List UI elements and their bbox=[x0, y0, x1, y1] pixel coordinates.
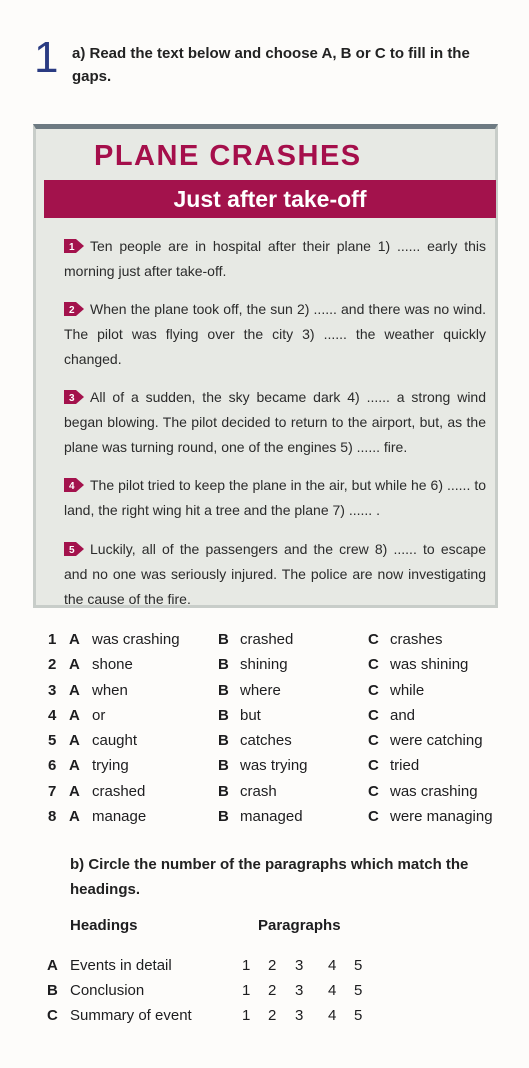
paragraph-3: 3 All of a sudden, the sky became dark 4) ...... a strong wind began blowing. The pilot decided to return to the airport, but, as the plane was turning round, one of the engines 5) ...... fire. bbox=[64, 389, 486, 455]
headings-column-title: Headings bbox=[70, 917, 138, 934]
paragraph-number[interactable]: 3 bbox=[295, 1007, 304, 1024]
paragraph-number[interactable]: 2 bbox=[268, 982, 277, 999]
paragraph-number[interactable]: 5 bbox=[354, 982, 363, 999]
paragraph-arrow-icon bbox=[64, 302, 84, 316]
option-b[interactable]: where bbox=[240, 681, 281, 699]
svg-text:2: 2 bbox=[69, 305, 75, 316]
option-b[interactable]: crash bbox=[240, 782, 277, 800]
option-a[interactable]: or bbox=[92, 706, 106, 724]
option-b[interactable]: was trying bbox=[240, 757, 308, 775]
option-row: 6 A trying B was trying C tried bbox=[48, 757, 420, 775]
article-box bbox=[33, 124, 498, 608]
article-title: PLANE CRASHES bbox=[94, 140, 362, 172]
heading-row: C Summary of event 1 2 3 4 5 bbox=[47, 1007, 363, 1024]
options-list bbox=[48, 629, 518, 831]
paragraph-number[interactable]: 3 bbox=[295, 982, 304, 999]
paragraph-number[interactable]: 4 bbox=[328, 982, 337, 999]
paragraph-number[interactable]: 1 bbox=[242, 1007, 251, 1024]
heading-row: A Events in detail 1 2 3 4 5 bbox=[47, 957, 363, 974]
option-b[interactable]: crashed bbox=[240, 631, 294, 648]
instruction-b: b) Circle the number of the paragraphs which match the headings. bbox=[70, 856, 469, 898]
option-c[interactable]: was crashing bbox=[390, 782, 478, 800]
paragraph-number[interactable]: 4 bbox=[328, 957, 337, 974]
paragraph-number[interactable]: 2 bbox=[268, 957, 277, 974]
paragraph-1: 1 Ten people are in hospital after their plane 1) ...... early this morning just after take-off. bbox=[64, 238, 486, 279]
paragraph-2: 2 When the plane took off, the sun 2) ...... and there was no wind. The pilot was flying over the city 3) ...... the weather quickly changed. bbox=[64, 301, 486, 367]
option-c[interactable]: and bbox=[390, 706, 416, 724]
article-subtitle: Just after take-off bbox=[44, 180, 496, 218]
option-row: 3 A when B where C while bbox=[48, 681, 425, 699]
option-row: 7 A crashed B crash C was crashing bbox=[48, 782, 478, 800]
option-a[interactable]: trying bbox=[92, 757, 129, 775]
svg-text:5: 5 bbox=[69, 545, 75, 556]
paragraph-number[interactable]: 1 bbox=[242, 957, 251, 974]
option-c[interactable]: tried bbox=[390, 757, 420, 775]
paragraph-arrow-icon bbox=[64, 478, 84, 492]
paragraph-arrow-icon bbox=[64, 542, 84, 556]
option-a[interactable]: manage bbox=[92, 808, 147, 826]
option-c[interactable]: were managing bbox=[390, 808, 493, 826]
paragraph-5: 5 Luckily, all of the passengers and the crew 8) ...... to escape and no one was seriously injured. The police are now investigating the cause of the fire. bbox=[64, 541, 486, 607]
option-row: 8 A manage B managed C were managing bbox=[48, 808, 493, 826]
heading-match-list bbox=[47, 955, 427, 1030]
option-row: 2 A shone B shining C was shining bbox=[48, 656, 469, 674]
paragraph-number[interactable]: 3 bbox=[295, 957, 304, 974]
option-b[interactable]: catches bbox=[240, 732, 292, 750]
paragraph-number[interactable]: 4 bbox=[328, 1007, 337, 1024]
paragraph-number[interactable]: 2 bbox=[268, 1007, 277, 1024]
paragraph-arrow-icon bbox=[64, 390, 84, 404]
option-a[interactable]: crashed bbox=[92, 782, 146, 800]
option-a[interactable]: when bbox=[92, 681, 128, 699]
paragraph-number[interactable]: 5 bbox=[354, 957, 363, 974]
option-a[interactable]: shone bbox=[92, 656, 133, 674]
option-a[interactable]: was crashing bbox=[92, 631, 180, 648]
paragraph-number[interactable]: 5 bbox=[354, 1007, 363, 1024]
option-a[interactable]: caught bbox=[92, 732, 138, 750]
option-row: 4 A or B but C and bbox=[48, 706, 416, 724]
paragraph-arrow-icon bbox=[64, 239, 84, 253]
option-c[interactable]: while bbox=[390, 681, 425, 699]
option-c[interactable]: were catching bbox=[390, 732, 483, 750]
option-c[interactable]: crashes bbox=[390, 631, 443, 648]
option-b[interactable]: shining bbox=[240, 656, 288, 674]
paragraph-4: 4 The pilot tried to keep the plane in the air, but while he 6) ...... to land, the right wing hit a tree and the plane 7) ...... . bbox=[64, 477, 486, 518]
option-b[interactable]: managed bbox=[240, 808, 303, 826]
paragraphs-column-title: Paragraphs bbox=[258, 917, 341, 934]
svg-text:1: 1 bbox=[69, 242, 75, 253]
svg-text:3: 3 bbox=[69, 393, 75, 404]
svg-text:4: 4 bbox=[69, 481, 75, 492]
instruction-a: a) Read the text below and choose A, B or C to fill in the gaps. bbox=[72, 45, 470, 85]
heading-row: B Conclusion 1 2 3 4 5 bbox=[47, 982, 363, 999]
option-c[interactable]: was shining bbox=[390, 656, 469, 674]
option-row: 1 A was crashing B crashed C crashes bbox=[48, 631, 443, 648]
exercise-number: 1 bbox=[34, 33, 59, 82]
paragraph-number[interactable]: 1 bbox=[242, 982, 251, 999]
option-row: 5 A caught B catches C were catching bbox=[48, 732, 483, 750]
option-b[interactable]: but bbox=[240, 706, 261, 724]
